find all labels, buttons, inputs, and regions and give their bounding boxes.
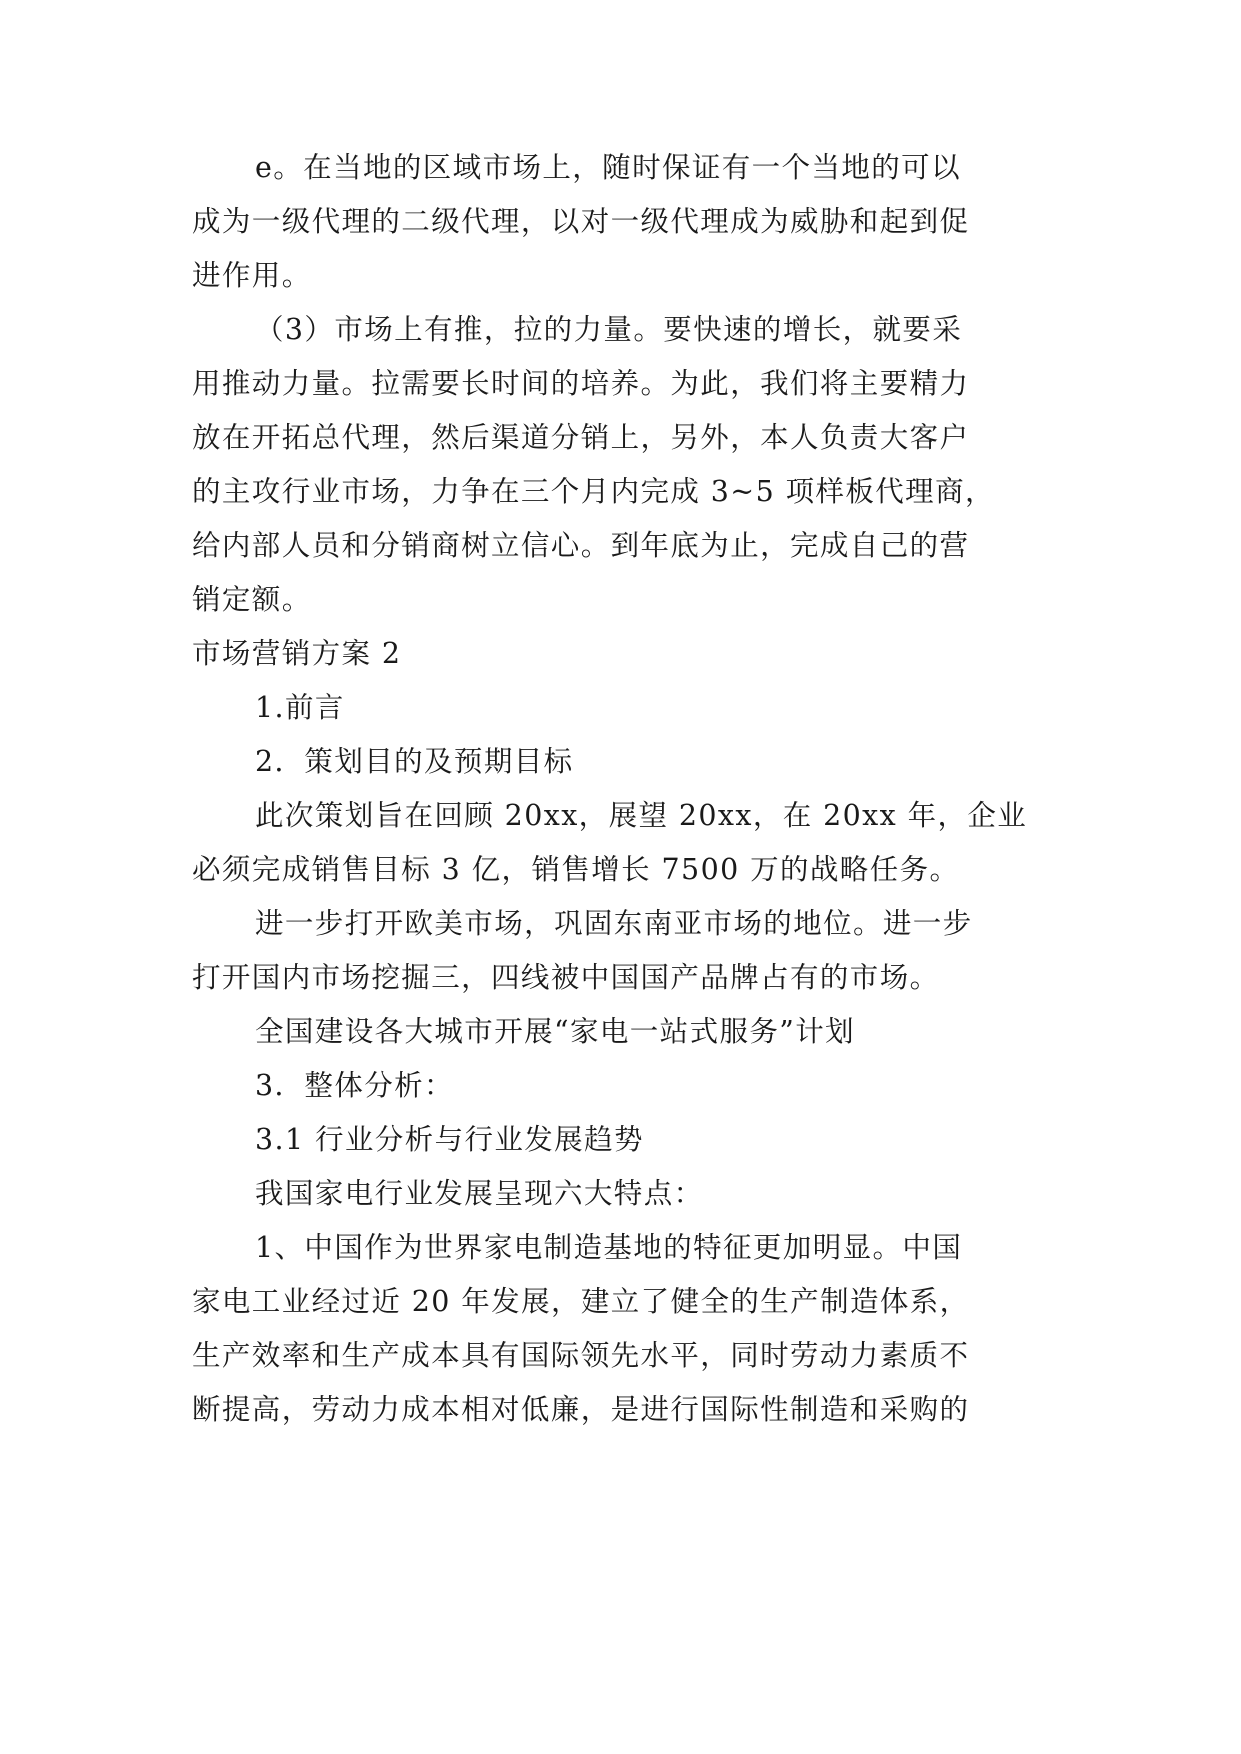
- text-line: 的主攻行业市场，力争在三个月内完成 3~5 项样板代理商，: [192, 475, 995, 508]
- text-line: 我国家电行业发展呈现六大特点：: [255, 1177, 704, 1210]
- text-line: 家电工业经过近 20 年发展，建立了健全的生产制造体系，: [192, 1285, 970, 1318]
- text-line: 1、中国作为世界家电制造基地的特征更加明显。中国: [255, 1231, 963, 1264]
- text-line: （3）市场上有推，拉的力量。要快速的增长，就要采: [255, 313, 963, 346]
- section-heading: 市场营销方案 2: [192, 637, 402, 670]
- text-line: 放在开拓总代理，然后渠道分销上，另外，本人负责大客户: [192, 421, 970, 454]
- text-line: 进作用。: [192, 259, 312, 292]
- text-line: 2．策划目的及预期目标: [255, 745, 574, 778]
- text-line: 全国建设各大城市开展“家电一站式服务”计划: [255, 1015, 856, 1048]
- text-line: 3．整体分析：: [255, 1069, 454, 1102]
- text-line: 销定额。: [192, 583, 312, 616]
- text-line: 1.前言: [255, 691, 345, 724]
- text-line: 进一步打开欧美市场，巩固东南亚市场的地位。进一步: [255, 907, 973, 940]
- text-line: 断提高，劳动力成本相对低廉，是进行国际性制造和采购的: [192, 1393, 970, 1426]
- text-line: 给内部人员和分销商树立信心。到年底为止，完成自己的营: [192, 529, 970, 562]
- text-line: 必须完成销售目标 3 亿，销售增长 7500 万的战略任务。: [192, 853, 960, 886]
- text-line: 3.1 行业分析与行业发展趋势: [255, 1123, 644, 1156]
- text-line: 此次策划旨在回顾 20xx，展望 20xx，在 20xx 年，企业: [255, 799, 1028, 832]
- text-line: 打开国内市场挖掘三，四线被中国国产品牌占有的市场。: [192, 961, 940, 994]
- text-line: 生产效率和生产成本具有国际领先水平，同时劳动力素质不: [192, 1339, 970, 1372]
- text-line: 用推动力量。拉需要长时间的培养。为此，我们将主要精力: [192, 367, 970, 400]
- text-line: e。在当地的区域市场上，随时保证有一个当地的可以: [255, 151, 961, 184]
- text-line: 成为一级代理的二级代理，以对一级代理成为威胁和起到促: [192, 205, 970, 238]
